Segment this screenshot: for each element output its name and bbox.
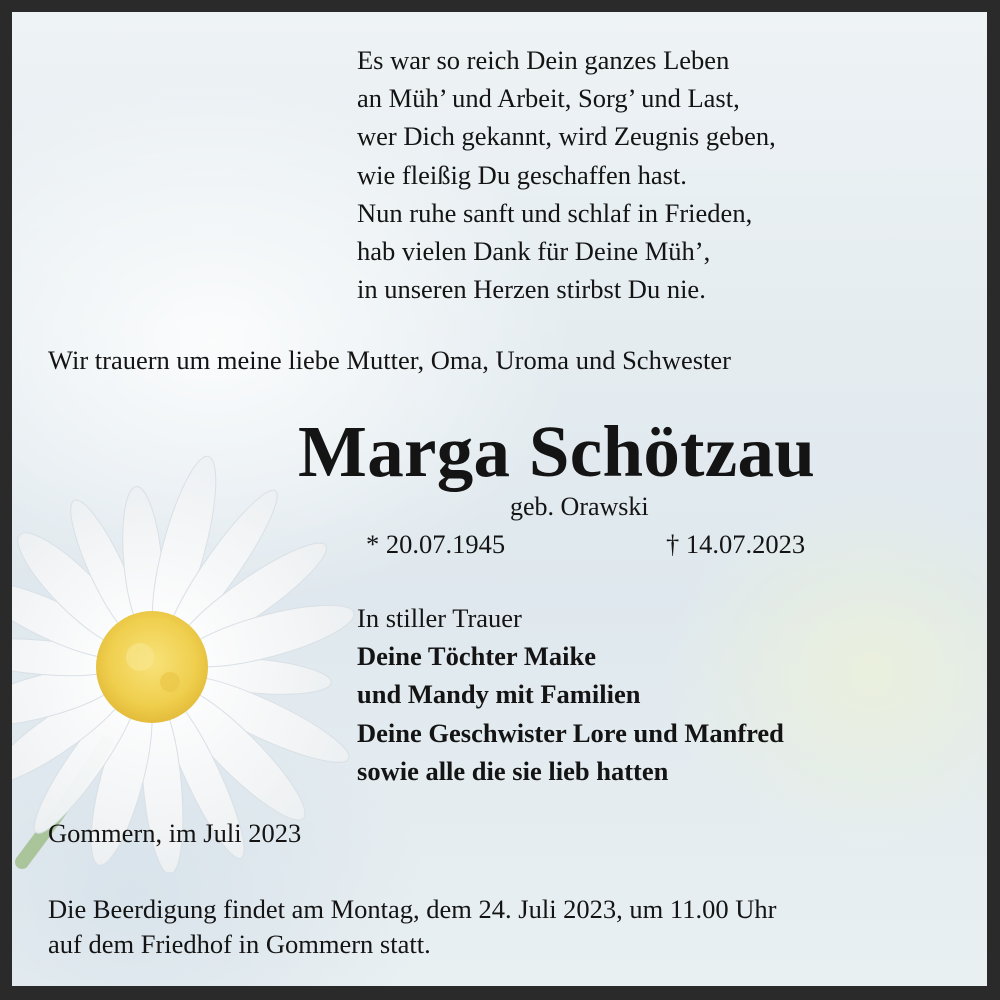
mourner-line: Deine Töchter Maike: [357, 641, 596, 672]
poem-line: an Müh’ und Arbeit, Sorg’ und Last,: [357, 83, 740, 114]
poem-line: wer Dich gekannt, wird Zeugnis geben,: [357, 121, 776, 152]
death-date: † 14.07.2023: [666, 529, 806, 559]
maiden-name: geb. Orawski: [510, 492, 649, 521]
notice-background: [12, 12, 987, 986]
deceased-name: Marga Schötzau: [298, 411, 816, 492]
daisy-flower-image: [12, 452, 372, 872]
poem-line: wie fleißig Du geschaffen hast.: [357, 159, 687, 190]
funeral-info: [48, 892, 776, 962]
poem-line: Es war so reich Dein ganzes Leben: [357, 45, 730, 75]
poem-line: Nun ruhe sanft und schlaf in Frieden,: [357, 197, 753, 228]
birth-date: * 20.07.1945: [366, 529, 506, 559]
mourners-block: [357, 599, 784, 790]
mourner-line: sowie alle die sie lieb hatten: [357, 755, 669, 786]
poem-line: in unseren Herzen stirbst Du nie.: [357, 274, 706, 305]
funeral-line: auf dem Friedhof in Gommern statt.: [48, 929, 431, 959]
mourner-line: Deine Geschwister Lore und Manfred: [357, 717, 784, 748]
place-date: Gommern, im Juli 2023: [48, 818, 302, 848]
funeral-line: Die Beerdigung findet am Montag, dem 24. Juli 2023, um 11.00 Uhr: [48, 894, 777, 924]
intro-text: Wir trauern um meine liebe Mutter, Oma, Uroma und Schwester: [48, 345, 731, 375]
mourners-heading: In stiller Trauer: [357, 603, 522, 633]
poem: [357, 41, 776, 308]
poem-line: hab vielen Dank für Deine Müh’,: [357, 236, 711, 267]
mourner-line: und Mandy mit Familien: [357, 679, 641, 710]
